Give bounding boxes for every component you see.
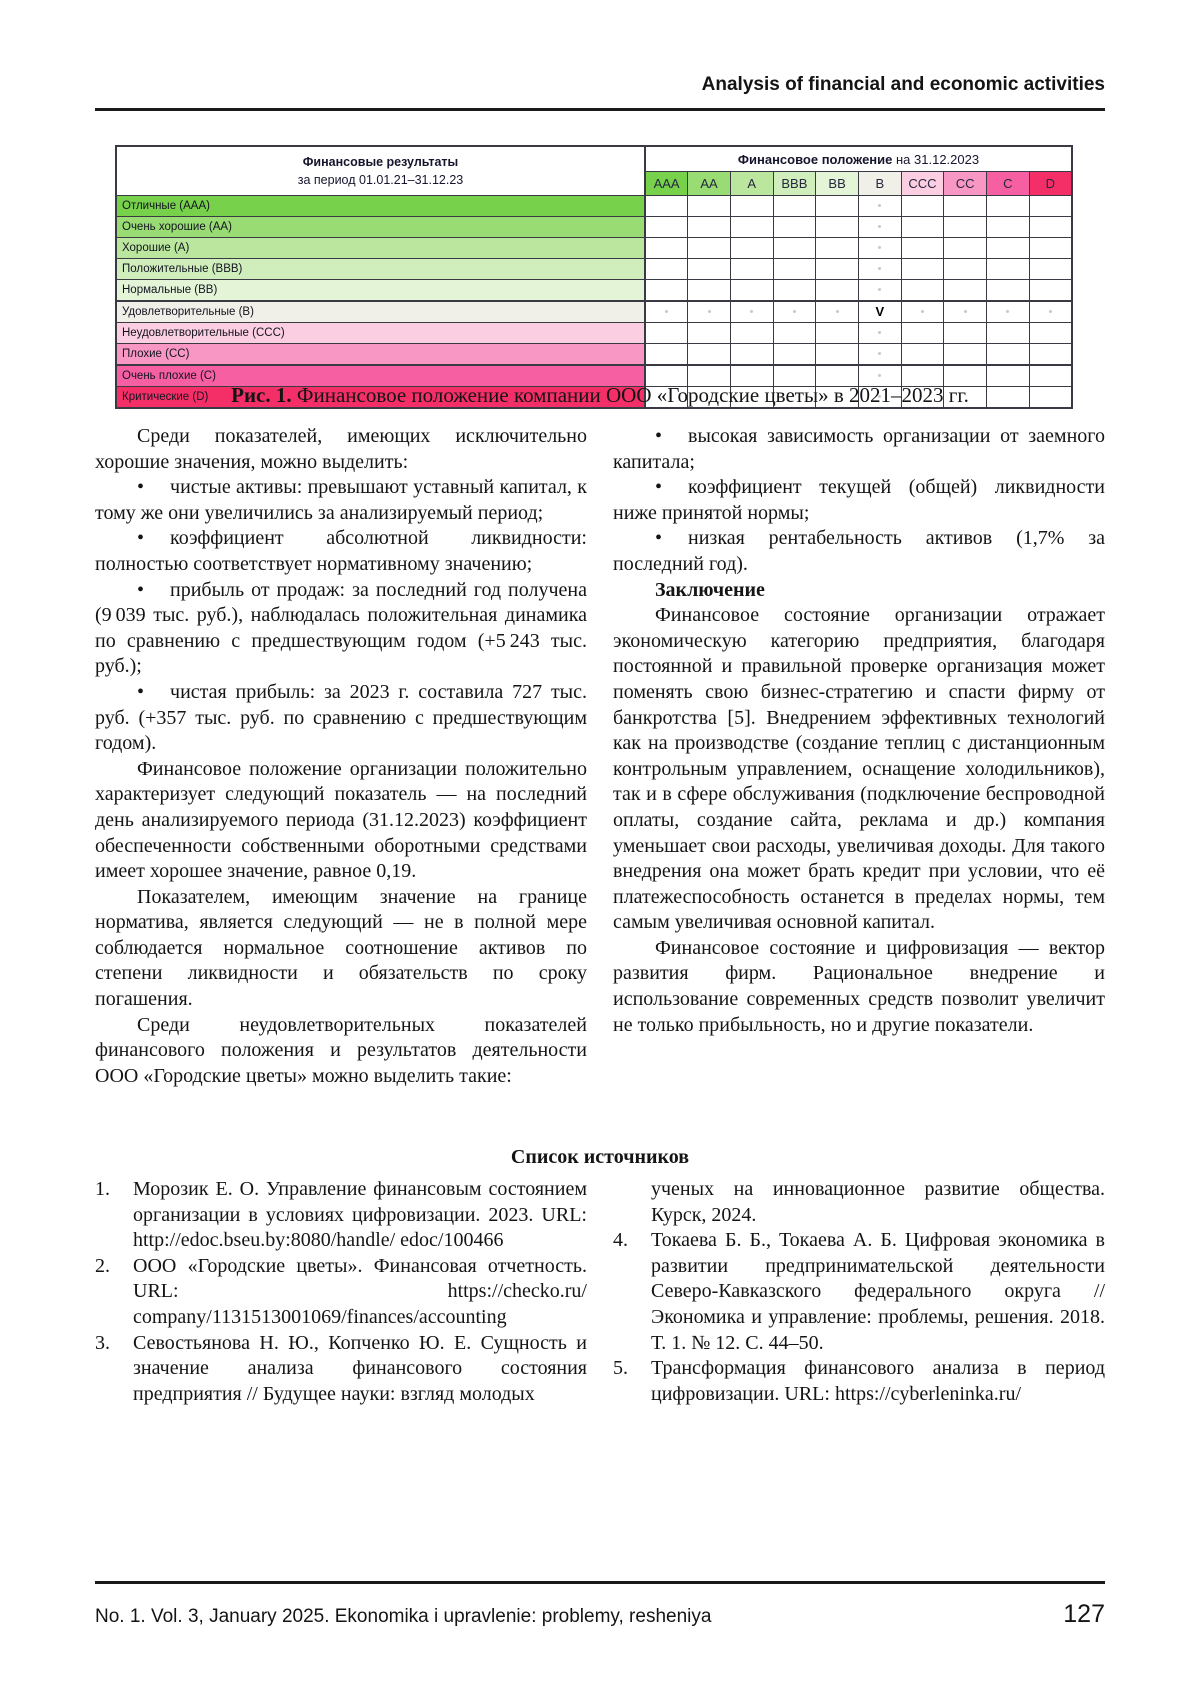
- body-text: [95, 424, 1105, 1089]
- paragraph-text: Показателем, имеющим значение на границе норматива, является следующий — не в полной мере соблюдается нормальное соотношение активов по степени ликвидности и обязательств по сроку погашения.: [95, 885, 587, 1011]
- reference-text: ученых на инновационное развитие общества. Курск, 2024.: [651, 1178, 1105, 1226]
- paragraph-text: Среди показателей, имеющих исключительно хорошие значения, можно выделить:: [95, 425, 587, 473]
- cell-dot: [878, 288, 881, 291]
- paragraph-text: коэффициент текущей (общей) ликвидности ниже принятой нормы;: [613, 476, 1105, 524]
- reference-number: 5.: [613, 1357, 628, 1380]
- column-header-aa: AA: [688, 172, 731, 196]
- paragraph-text: чистая прибыль: за 2023 г. составила 727 тыс. руб. (+357 тыс. руб. по сравнению с предшествующим годом).: [95, 680, 587, 755]
- table-cell: [858, 196, 901, 217]
- table-cell: [987, 217, 1030, 238]
- reference-text: Трансформация финансового анализа в период цифровизации. URL: https://cyberleninka.ru/: [651, 1357, 1105, 1405]
- body-column-right: [613, 424, 1105, 1089]
- reference-item: [95, 1177, 587, 1254]
- table-cell: [816, 196, 859, 217]
- table-cell: [645, 280, 688, 302]
- figure-caption-label: Рис. 1.: [231, 383, 292, 407]
- reference-number: 4.: [613, 1229, 628, 1252]
- table-cell: [645, 238, 688, 259]
- paragraph-text: чистые активы: превышают уставный капитал, к тому же они увеличились за анализируемый период;: [95, 476, 587, 524]
- table-cell: [987, 196, 1030, 217]
- column-header-cc: CC: [944, 172, 987, 196]
- table-header-row-1: [116, 146, 1072, 172]
- list-bullet: •: [655, 476, 663, 499]
- table-cell: [1029, 344, 1072, 366]
- figure-header-group-title: Финансовое положение: [737, 151, 893, 167]
- reference-number: 3.: [95, 1331, 110, 1354]
- table-cell: [773, 238, 816, 259]
- list-bullet: •: [137, 680, 145, 703]
- body-paragraph: [613, 526, 1105, 577]
- running-head-text: Analysis of financial and economic activities: [701, 74, 1105, 95]
- table-cell: [944, 301, 987, 323]
- table-cell: [730, 323, 773, 344]
- table-cell: [688, 217, 731, 238]
- table-cell: [901, 217, 944, 238]
- table-cell: [773, 217, 816, 238]
- cell-dot: [878, 267, 881, 270]
- table-cell: [645, 323, 688, 344]
- paragraph-text: Среди неудовлетворительных показателей финансового положения и результатов деятельности ООО «Городские цветы» можно выделить такие:: [95, 1013, 587, 1087]
- cell-dot: [708, 310, 711, 313]
- running-head: [95, 74, 1105, 111]
- table-cell: [858, 238, 901, 259]
- cell-dot: [1049, 310, 1052, 313]
- reference-item: [95, 1254, 587, 1331]
- reference-text: ООО «Городские цветы». Финансовая отчетность. URL: https://checko.ru/ company/1131513001069/finances/accounting: [133, 1254, 587, 1328]
- table-cell: [688, 323, 731, 344]
- table-cell: [944, 217, 987, 238]
- table-cell: [901, 196, 944, 217]
- table-cell: [688, 196, 731, 217]
- table-row: [116, 301, 1072, 323]
- table-cell: [773, 280, 816, 302]
- table-cell: [987, 280, 1030, 302]
- table-cell: [1029, 259, 1072, 280]
- table-cell: [944, 196, 987, 217]
- table-body: [116, 196, 1072, 409]
- body-paragraph: [95, 578, 587, 680]
- column-header-bbb: BBB: [773, 172, 816, 196]
- reference-item: [95, 1331, 587, 1408]
- column-header-aaa: AAA: [645, 172, 688, 196]
- row-label: Неудовлетворительные (CCC): [116, 323, 645, 344]
- row-label: Удовлетворительные (B): [116, 301, 645, 323]
- table-row: [116, 323, 1072, 344]
- table-cell: [645, 259, 688, 280]
- column-header-d: D: [1029, 172, 1072, 196]
- table-head: [116, 146, 1072, 196]
- body-column-left: [95, 424, 587, 1089]
- table-cell: [1029, 238, 1072, 259]
- table-cell: [730, 280, 773, 302]
- reference-number: [613, 1177, 651, 1228]
- table-cell: [987, 238, 1030, 259]
- table-cell: [816, 238, 859, 259]
- reference-item: [613, 1228, 1105, 1356]
- references: [95, 1177, 1105, 1407]
- table-cell: [944, 280, 987, 302]
- body-paragraph: [613, 936, 1105, 1038]
- table-cell: [987, 301, 1030, 323]
- body-paragraph: [95, 680, 587, 757]
- paragraph-text: Финансовое положение организации положительно характеризует следующий показатель — на последний день анализируемого периода (31.12.2023) коэффициент обеспеченности собственными оборотными средствами имеет хорошее значение, равное 0,19.: [95, 757, 587, 883]
- table-cell: [688, 301, 731, 323]
- list-bullet: •: [137, 527, 145, 550]
- row-label: Положительные (BBB): [116, 259, 645, 280]
- table-cell: [645, 217, 688, 238]
- cell-dot: [793, 310, 796, 313]
- reference-number: 2.: [95, 1254, 110, 1277]
- paragraph-text: прибыль от продаж: за последний год получена (9 039 тыс. руб.), наблюдалась положительная динамика по сравнению с предшествующим годом (+5 243 тыс. руб.);: [95, 578, 587, 678]
- table-cell: [730, 217, 773, 238]
- table-cell: [645, 196, 688, 217]
- table-cell: [773, 196, 816, 217]
- figure-header-left: [116, 146, 645, 196]
- table-cell: [816, 259, 859, 280]
- paragraph-text: Финансовое состояние и цифровизация — вектор развития фирм. Рациональное внедрение и использование современных средств позволит увеличит не только прибыльность, но и другие показатели.: [613, 936, 1105, 1036]
- row-label: Нормальные (BB): [116, 280, 645, 302]
- financial-rating-table: [115, 145, 1073, 409]
- cell-dot: [836, 310, 839, 313]
- paragraph-text: Финансовое состояние организации отражает экономическую категорию предприятия, благодаря постоянной и правильной проверке организация может поменять свою бизнес-стратегию и спасти фирму от банкротства [5]. Внедрением эффективных технологий как на производстве (создание теплиц с дистанционным контрольным управлением, оснащение холодильников), так и в сфере обслуживания (подключение беспроводной оплаты, создание сайта, реклама и др.) компания уменьшает свои расходы, увеличивая доходы. Для такого внедрения она может брать кредит при условии, что её платежеспособность останется в пределах нормы, тем самым увеличивая основной капитал.: [613, 604, 1105, 934]
- list-bullet: •: [137, 476, 145, 499]
- table-cell: [816, 323, 859, 344]
- list-bullet: •: [137, 578, 145, 601]
- table-cell: [645, 344, 688, 366]
- table-cell: [730, 259, 773, 280]
- cell-dot: [665, 310, 668, 313]
- body-paragraph: [613, 424, 1105, 475]
- page-footer: [95, 1581, 1105, 1629]
- row-label: Хорошие (A): [116, 238, 645, 259]
- column-header-bb: BB: [816, 172, 859, 196]
- figure-header-group-date: на 31.12.2023: [892, 151, 980, 167]
- page-number: 127: [1063, 1600, 1105, 1628]
- table-row: [116, 344, 1072, 366]
- body-paragraph: [613, 475, 1105, 526]
- table-cell: [901, 238, 944, 259]
- table-cell: [944, 259, 987, 280]
- journal-line: No. 1. Vol. 3, January 2025. Ekonomika i upravlenie: problemy, resheniya: [95, 1606, 712, 1627]
- reference-text: Токаева Б. Б., Токаева А. Б. Цифровая экономика в развитии предпринимательской деятельности Северо-Кавказского федерального округа // Экономика и управление: проблемы, решения. 2018. Т. 1. № 12. С. 44–50.: [651, 1229, 1105, 1354]
- table-cell: [944, 344, 987, 366]
- row-label: Очень хорошие (AA): [116, 217, 645, 238]
- table-row: [116, 238, 1072, 259]
- table-row: [116, 280, 1072, 302]
- table-cell: [987, 323, 1030, 344]
- table-cell: [987, 344, 1030, 366]
- table-cell: [901, 301, 944, 323]
- table-cell: [1029, 323, 1072, 344]
- table-cell: [858, 301, 901, 323]
- table-cell: [773, 323, 816, 344]
- table-cell: [901, 323, 944, 344]
- body-paragraph: [95, 1013, 587, 1090]
- column-header-ccc: CCC: [901, 172, 944, 196]
- table-cell: [730, 238, 773, 259]
- references-column-right: [613, 1177, 1105, 1407]
- table-row: [116, 259, 1072, 280]
- body-paragraph: [95, 885, 587, 1013]
- body-paragraph: [95, 424, 587, 475]
- body-paragraph: [613, 603, 1105, 936]
- reference-item: [613, 1177, 1105, 1228]
- table-row: [116, 196, 1072, 217]
- list-bullet: •: [655, 527, 663, 550]
- table-cell: [987, 259, 1030, 280]
- cell-dot: [878, 225, 881, 228]
- reference-number: 1.: [95, 1178, 110, 1200]
- row-label: Плохие (CC): [116, 344, 645, 366]
- table-cell: [858, 344, 901, 366]
- section-heading: [613, 578, 1105, 604]
- row-label: Критические (D): [116, 387, 645, 409]
- table-cell: [858, 259, 901, 280]
- table-cell: [858, 323, 901, 344]
- table-cell: [773, 301, 816, 323]
- table-cell: [730, 196, 773, 217]
- table-cell: [944, 238, 987, 259]
- table-cell: [688, 344, 731, 366]
- table-cell: [1029, 301, 1072, 323]
- row-label: Отличные (AAA): [116, 196, 645, 217]
- figure-header-left-title: Финансовые результаты: [302, 154, 459, 169]
- table-cell: [816, 301, 859, 323]
- cell-dot: [878, 246, 881, 249]
- cell-dot: [878, 374, 881, 377]
- table-cell: [944, 323, 987, 344]
- selected-rating-marker: V: [875, 304, 885, 319]
- cell-dot: [878, 352, 881, 355]
- table-cell: [901, 259, 944, 280]
- table-cell: [730, 301, 773, 323]
- figure-header-left-period: за период 01.01.21–31.12.23: [297, 173, 464, 187]
- table-cell: [645, 301, 688, 323]
- cell-dot: [878, 204, 881, 207]
- table-cell: [688, 280, 731, 302]
- table-cell: [773, 259, 816, 280]
- table-cell: [688, 259, 731, 280]
- table-cell: [901, 344, 944, 366]
- figure-header-group: [645, 146, 1072, 172]
- table-cell: [773, 344, 816, 366]
- figure-caption-text: Финансовое положение компании ООО «Городские цветы» в 2021–2023 гг.: [291, 383, 969, 407]
- cell-dot: [750, 310, 753, 313]
- cell-dot: [878, 331, 881, 334]
- table-cell: [816, 344, 859, 366]
- paragraph-text: низкая рентабельность активов (1,7% за последний год).: [613, 527, 1105, 575]
- body-paragraph: [95, 475, 587, 526]
- paragraph-text: высокая зависимость организации от заемного капитала;: [613, 425, 1105, 473]
- reference-text: Севостьянова Н. Ю., Копченко Ю. Е. Сущность и значение анализа финансового состояния предприятия // Будущее науки: взгляд молодых: [133, 1331, 587, 1405]
- references-column-left: [95, 1177, 587, 1407]
- table-cell: [901, 280, 944, 302]
- table-cell: [858, 217, 901, 238]
- paragraph-text: Заключение: [655, 578, 765, 601]
- table-cell: [1029, 196, 1072, 217]
- table-cell: [1029, 217, 1072, 238]
- paragraph-text: коэффициент абсолютной ликвидности: полностью соответствует нормативному значению;: [95, 527, 587, 575]
- table-cell: [730, 344, 773, 366]
- table-cell: [816, 280, 859, 302]
- table-cell: [1029, 280, 1072, 302]
- column-header-c: C: [987, 172, 1030, 196]
- reference-text: Морозик Е. О. Управление финансовым состоянием организации в условиях цифровизации. 2023. URL: http://edoc.bseu.by:8080/handle/ edoc/100466: [133, 1178, 587, 1252]
- row-label: Очень плохие (C): [116, 365, 645, 387]
- reference-item: [613, 1356, 1105, 1407]
- figure-caption: [95, 383, 1105, 408]
- table-cell: [858, 280, 901, 302]
- column-header-a: A: [730, 172, 773, 196]
- table-row: [116, 217, 1072, 238]
- cell-dot: [1006, 310, 1009, 313]
- cell-dot: [921, 310, 924, 313]
- list-bullet: •: [655, 425, 663, 447]
- body-paragraph: [95, 526, 587, 577]
- table-cell: [816, 217, 859, 238]
- cell-dot: [964, 310, 967, 313]
- column-header-b: B: [858, 172, 901, 196]
- table-cell: [688, 238, 731, 259]
- body-paragraph: [95, 757, 587, 885]
- references-heading: Список источников: [510, 1146, 690, 1168]
